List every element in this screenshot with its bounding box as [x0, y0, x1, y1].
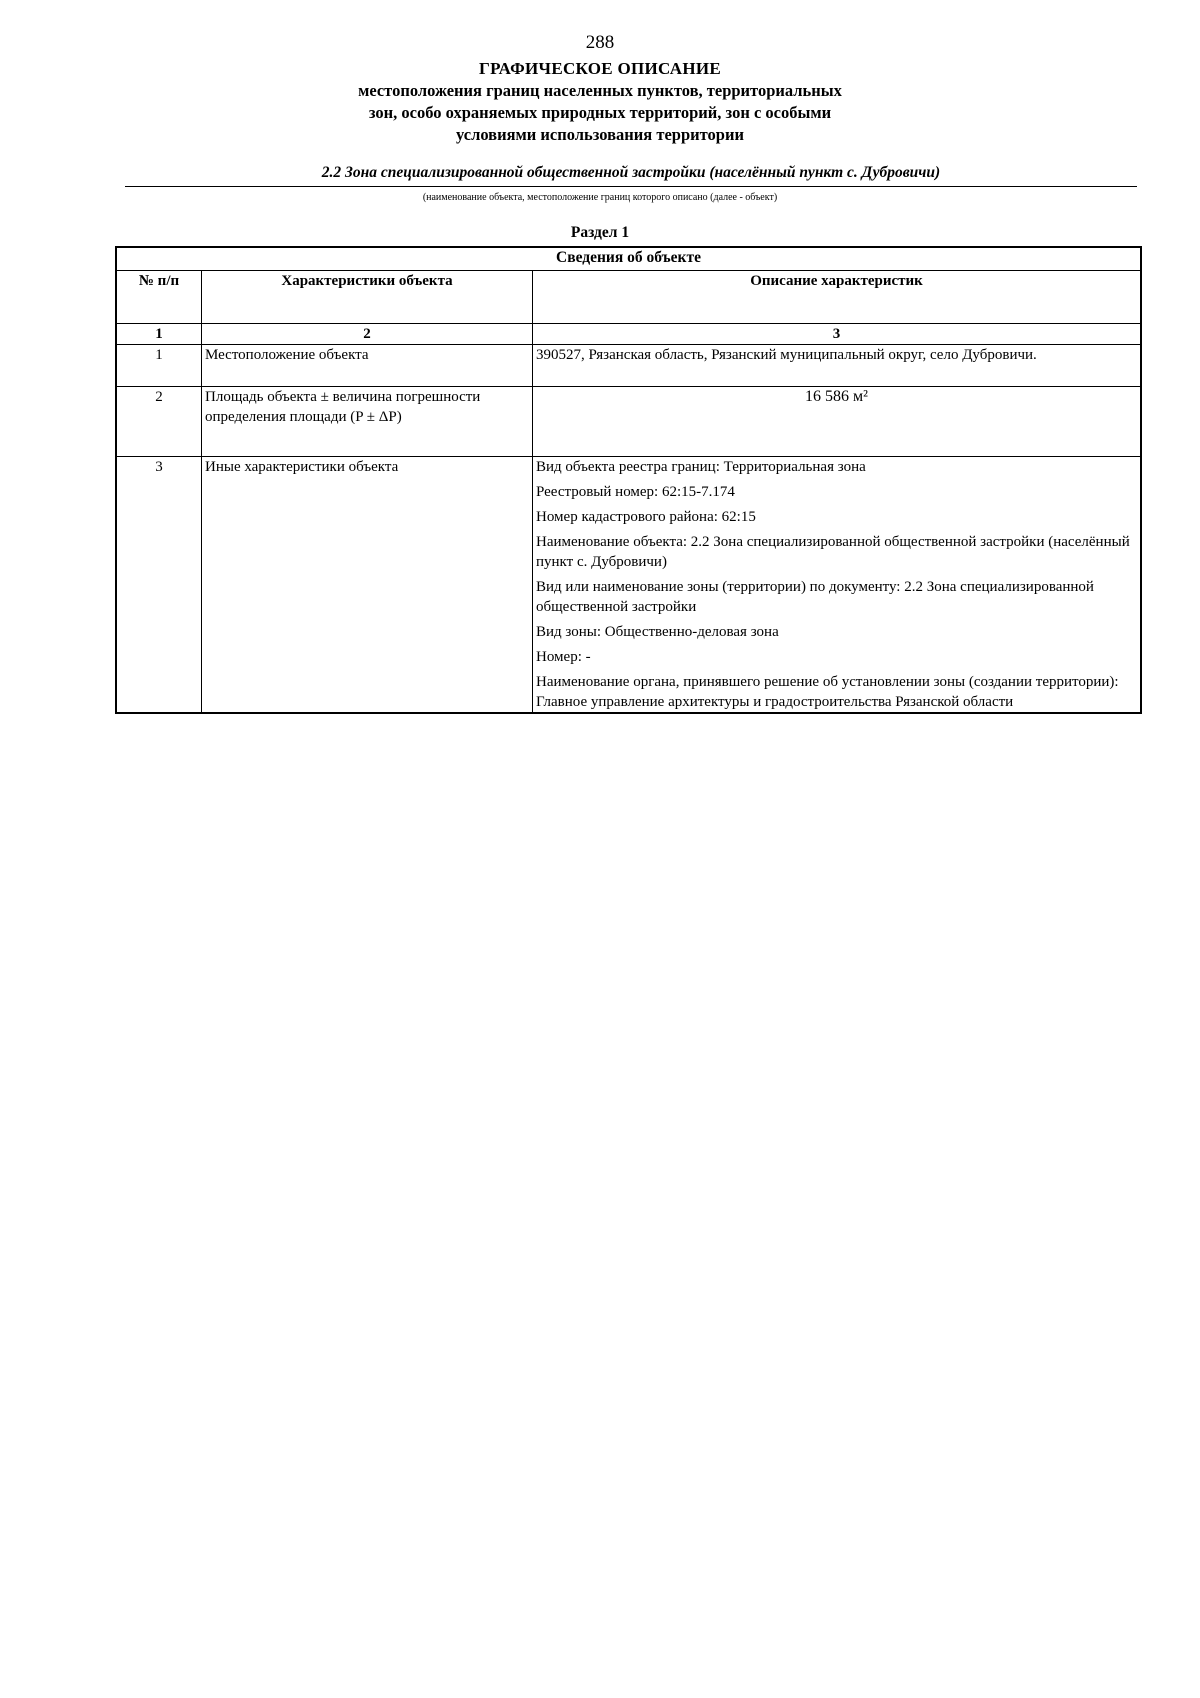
table-caption: Сведения об объекте	[116, 247, 1141, 271]
row-description	[533, 345, 1142, 387]
table-row	[116, 345, 1141, 387]
row-number: 3	[116, 457, 202, 714]
area-value: 16 586 м²	[805, 388, 868, 405]
page-number: 288	[585, 32, 615, 53]
document-subtitle-line: зон, особо охраняемых природных территорий, зон с особыми	[368, 103, 832, 122]
description-line: Вид зоны: Общественно-деловая зона	[536, 624, 779, 640]
title-block	[0, 58, 1200, 146]
row-characteristic: Иные характеристики объекта	[202, 457, 533, 714]
column-number: 3	[533, 324, 1142, 345]
description-line: Наименование органа, принявшего решение об установлении зоны (создании территории): Главное управление архитектуры и градостроительства Рязанской области	[536, 674, 1119, 710]
row-characteristic: Местоположение объекта	[202, 345, 533, 387]
row-number: 2	[116, 387, 202, 457]
row-number: 1	[116, 345, 202, 387]
row-characteristic: Площадь объекта ± величина погрешности определения площади (P ± ΔP)	[202, 387, 533, 457]
description-line: Номер кадастрового района: 62:15	[536, 509, 756, 525]
description-line: Наименование объекта: 2.2 Зона специализированной общественной застройки (населённый пункт с. Дубровичи)	[536, 534, 1130, 570]
object-name: 2.2 Зона специализированной общественной застройки (населённый пункт с. Дубровичи)	[125, 162, 1137, 187]
description-line: Вид или наименование зоны (территории) по документу: 2.2 Зона специализированной общественной застройки	[536, 579, 1094, 615]
description-line: Номер: -	[536, 649, 591, 665]
header-characteristic: Характеристики объекта	[202, 271, 533, 324]
description-line: Вид объекта реестра границ: Территориальная зона	[536, 459, 866, 475]
row-description	[533, 387, 1142, 457]
description-line: Реестровый номер: 62:15-7.174	[536, 484, 735, 500]
object-info-table	[115, 246, 1142, 714]
document-subtitle-line: местоположения границ населенных пунктов, территориальных	[358, 81, 842, 100]
document-title: ГРАФИЧЕСКОЕ ОПИСАНИЕ	[478, 59, 722, 78]
object-name-caption: (наименование объекта, местоположение границ которого описано (далее - объект)	[422, 192, 778, 203]
column-number: 1	[116, 324, 202, 345]
header-number: № п/п	[116, 271, 202, 324]
description-line: 390527, Рязанская область, Рязанский муниципальный округ, село Дубровичи.	[536, 347, 1037, 363]
column-numbers-row	[116, 324, 1141, 345]
section-title: Раздел 1	[570, 224, 630, 241]
column-number: 2	[202, 324, 533, 345]
table-row	[116, 387, 1141, 457]
header-description: Описание характеристик	[533, 271, 1142, 324]
row-description	[533, 457, 1142, 714]
document-subtitle-line: условиями использования территории	[456, 125, 744, 144]
table-row	[116, 457, 1141, 714]
